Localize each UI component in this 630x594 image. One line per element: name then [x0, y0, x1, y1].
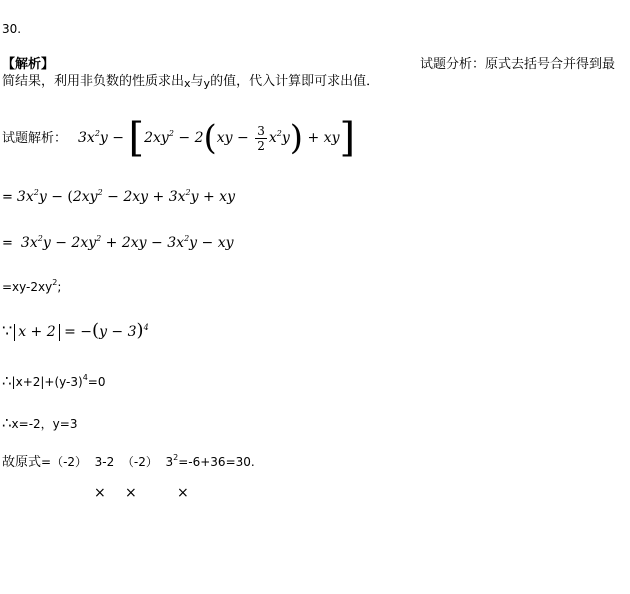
- therefore-line-1: [2, 372, 106, 390]
- times-symbol-2: ×: [125, 485, 137, 501]
- step4-line: [2, 280, 61, 294]
- step6-sup: 4: [82, 373, 88, 382]
- therefore-line-2: [2, 414, 77, 432]
- analysis-text-part-c: 的值，代入计算即可求出值．: [210, 74, 380, 89]
- fraction-three-halves: $\frac{3}{2}$: [257, 123, 265, 153]
- step6-text: |x+2|+(y-3): [11, 375, 83, 389]
- analysis-text-line2: [2, 74, 379, 90]
- analysis-text-part-b: 与: [190, 74, 204, 89]
- final-sup: 2: [173, 453, 179, 462]
- solution-label: 试题解析：: [2, 131, 68, 146]
- analysis-text-right: 试题分析：原式去括号合并得到最: [420, 57, 616, 72]
- question-number: 30.: [2, 22, 22, 36]
- final-rest: =-6+36=30.: [178, 455, 255, 469]
- analysis-label: 【解析】: [2, 57, 55, 72]
- therefore-symbol-1: ∴: [2, 372, 12, 390]
- step2-prefix: =: [2, 189, 13, 205]
- analysis-text-part-a: 简结果，利用非负数的性质求出: [2, 74, 185, 89]
- step4-suffix: ;: [57, 280, 62, 294]
- therefore-symbol-2: ∴: [2, 414, 12, 432]
- times-symbol-3: ×: [177, 485, 189, 501]
- step3-line: = $3x^2y - 2xy^2 + 2xy - 3x^2y$ − xy: [2, 234, 234, 251]
- final-eq: =（-2） 3-2 （-2） 3: [41, 455, 174, 469]
- step3-prefix: =: [2, 235, 13, 251]
- final-line: [2, 455, 255, 471]
- step6-suffix: =0: [87, 375, 106, 389]
- var-x: x: [184, 77, 191, 90]
- step7-text: x=-2，y=3: [11, 417, 78, 431]
- solution-expression: $3x^2y$ − [ $2xy^2$ − 2 ( xy − $\frac{3}{2}$ $x^2y$ ) + xy ]: [78, 115, 356, 161]
- step4-sup: 2: [52, 278, 58, 287]
- because-symbol: ∵: [2, 321, 13, 341]
- because-line: ∵ $x + 2 = -(y - 3)^4$: [2, 320, 149, 341]
- step4-text: =xy-2xy: [2, 280, 53, 294]
- times-symbol-1: ×: [94, 485, 106, 501]
- var-y: y: [203, 77, 211, 90]
- step2-line: = $3x^2y - (2xy^2 - 2xy + 3x^2y$ + xy: [2, 188, 235, 205]
- final-label: 故原式: [2, 455, 42, 470]
